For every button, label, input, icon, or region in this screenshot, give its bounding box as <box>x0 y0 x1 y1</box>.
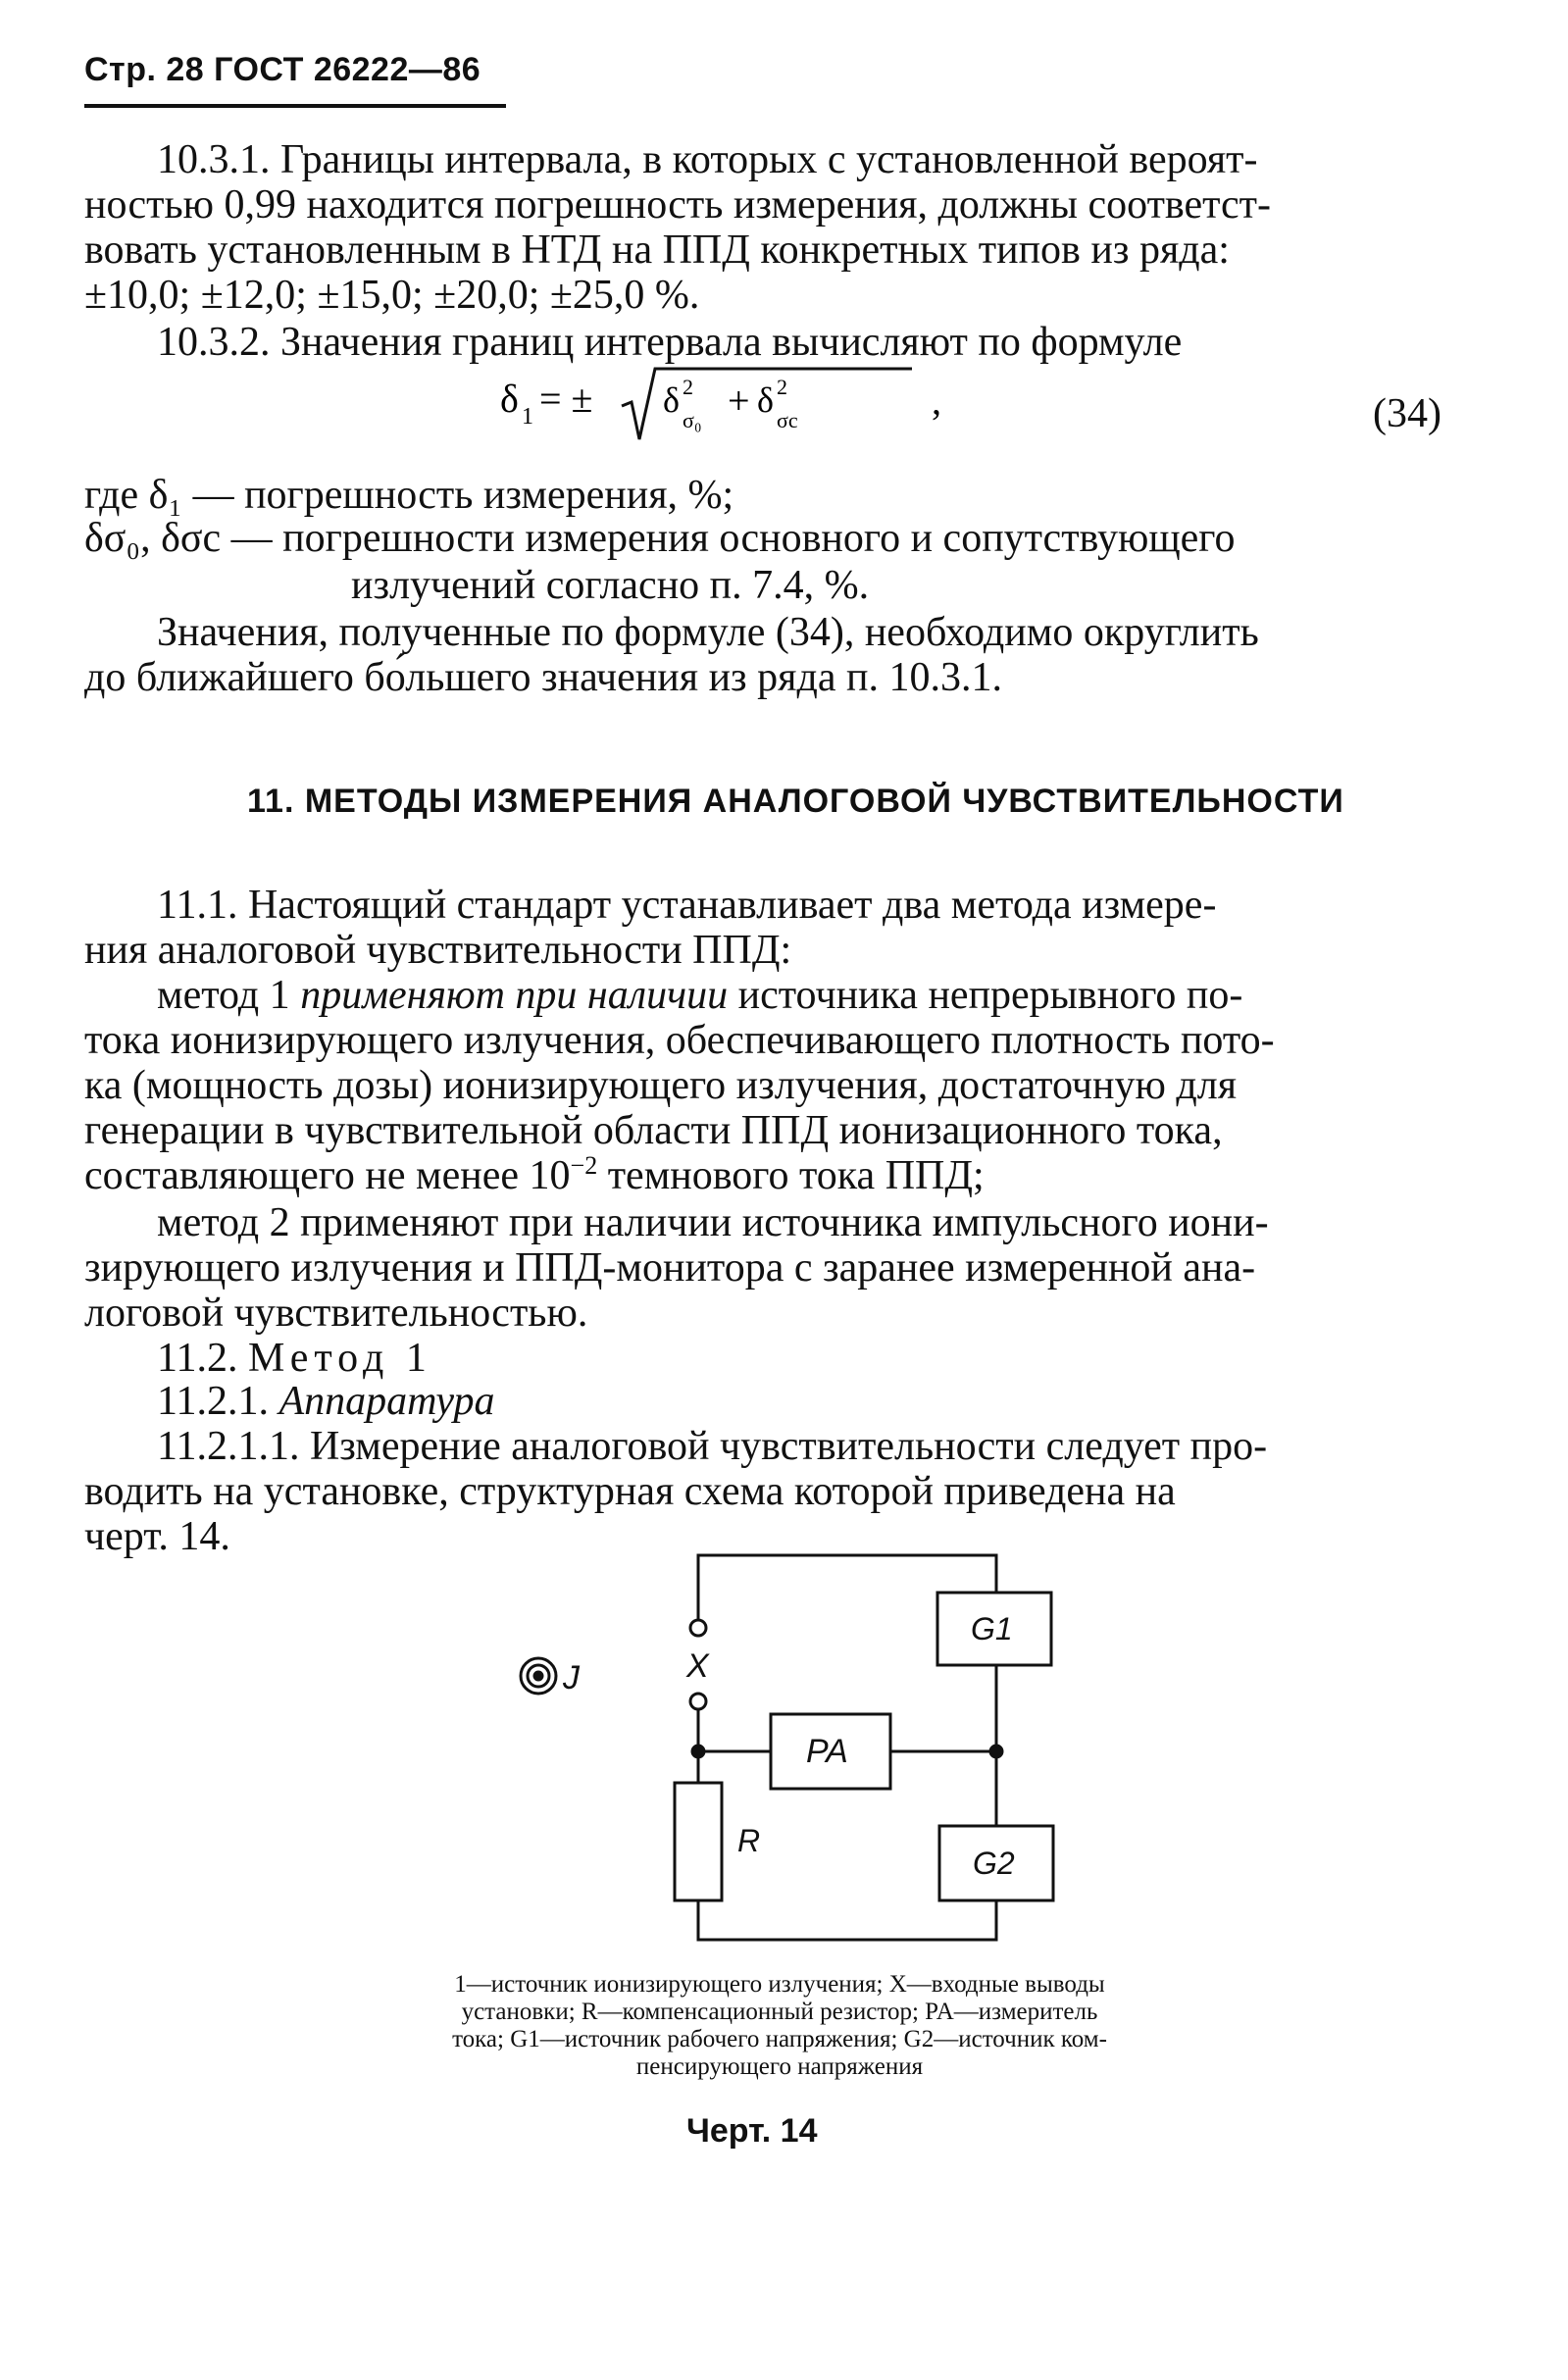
method-1-line-4: генерации в чувствительной области ППД ионизационного тока, <box>84 1108 1223 1153</box>
para-10-3-1-line-1: 10.3.1. Границы интервала, в которых с установленной вероят- <box>157 137 1258 182</box>
para-10-3-1-line-2: ностью 0,99 находится погрешность измерения, должны соответст- <box>84 182 1272 228</box>
radiation-source-symbol <box>521 1658 556 1694</box>
caption-line-4: пенсирующего напряжения <box>635 2053 924 2080</box>
where-line-3: излучений согласно п. 7.4, %. <box>351 563 870 608</box>
method-1-last-after: темнового тока ППД; <box>597 1153 985 1198</box>
para-10-3-1-line-4: ±10,0; ±12,0; ±15,0; ±20,0; ±25,0 %. <box>84 273 700 318</box>
method-1-last-before: составляющего не менее 10 <box>84 1153 571 1198</box>
method-1-lead: метод 1 <box>157 973 301 1018</box>
formula-term-1-sub: σ₀ <box>683 408 702 432</box>
para-11-2-1-1-line-1: 11.2.1.1. Измерение аналоговой чувствительности следует про- <box>157 1424 1268 1469</box>
formula-term-2-sup: 2 <box>777 375 787 399</box>
bottom-wire <box>698 1900 996 1940</box>
formula-lhs-sub: 1 <box>522 404 533 430</box>
formula-comma: , <box>932 379 941 423</box>
para-11-2-1-1-line-2: водить на установке, структурная схема которой приведена на <box>84 1469 1176 1514</box>
where-line-2: δσ₀, δσc — погрешности измерения основного и сопутствующего <box>84 516 1236 561</box>
top-wire <box>698 1555 996 1621</box>
para-11-2-1-1-line-3: черт. 14. <box>84 1514 230 1559</box>
formula-term-2-sub: σc <box>777 408 798 432</box>
formula-term-2: δ <box>757 380 774 420</box>
formula-op: = ± <box>539 377 593 421</box>
subsection-11-2-1-title: Аппаратура <box>278 1379 495 1424</box>
para-10-3-1-line-3: вовать установленным в НТД на ППД конкретных типов из ряда: <box>84 228 1230 273</box>
subsection-11-2-title: Метод 1 <box>247 1336 432 1381</box>
caption-line-3: тока; G1—источник рабочего напряжения; G2—источник ком- <box>452 2026 1107 2052</box>
rounding-line-1: Значения, полученные по формуле (34), необходимо округлить <box>157 610 1259 655</box>
subsection-11-2-number: 11.2. <box>157 1336 248 1381</box>
para-10-3-2: 10.3.2. Значения границ интервала вычисляют по формуле <box>157 320 1183 365</box>
g2-label: G2 <box>973 1846 1015 1881</box>
method-1-italic: применяют при наличии <box>300 973 729 1018</box>
method-2-line-1: метод 2 применяют при наличии источника импульсного иони- <box>157 1200 1269 1245</box>
input-label: X <box>686 1647 709 1685</box>
method-1-exponent: −2 <box>570 1151 598 1180</box>
formula-lhs: δ <box>500 377 519 421</box>
method-1-rest: источника непрерывного по- <box>728 973 1243 1018</box>
method-1-line-2: тока ионизирующего излучения, обеспечивающего плотность пото- <box>84 1018 1275 1063</box>
subsection-11-2-1-number: 11.2.1. <box>157 1379 279 1424</box>
input-terminal-bottom <box>690 1694 706 1709</box>
formula-term-1-sup: 2 <box>683 375 693 399</box>
input-terminal-top <box>690 1620 706 1636</box>
method-2-line-2: зирующего излучения и ППД-монитора с заранее измеренной ана- <box>84 1245 1256 1291</box>
meter-label: PA <box>806 1733 848 1770</box>
page-header: Стр. 28 ГОСТ 26222—86 <box>84 51 481 88</box>
resistor-box <box>675 1783 722 1900</box>
formula-plus: + <box>728 379 750 423</box>
para-11-1-line-1: 11.1. Настоящий стандарт устанавливает два метода измере- <box>157 883 1217 928</box>
figure-title: Черт. 14 <box>686 2112 818 2150</box>
caption-line-1: 1—источник ионизирующего излучения; X—входные выводы <box>454 1971 1105 1998</box>
formula-term-1: δ <box>663 380 680 420</box>
section-title: 11. МЕТОДЫ ИЗМЕРЕНИЯ АНАЛОГОВОЙ ЧУВСТВИТЕЛЬНОСТИ <box>247 783 1344 820</box>
where-line-1: где δ₁ — погрешность измерения, %; <box>84 473 734 518</box>
para-11-1-line-2: ния аналоговой чувствительности ППД: <box>84 928 792 973</box>
method-1-line-3: ка (мощность дозы) ионизирующего излучения, достаточную для <box>84 1063 1238 1108</box>
source-label: J <box>563 1659 580 1696</box>
method-2-line-3: логовой чувствительностью. <box>84 1291 588 1336</box>
equation-number: (34) <box>1373 391 1442 436</box>
caption-line-2: установки; R—компенсационный резистор; PA—измеритель <box>461 1999 1098 2025</box>
g1-label: G1 <box>971 1611 1013 1646</box>
resistor-label: R <box>737 1823 761 1858</box>
rounding-line-2: до ближайшего бо́льшего значения из ряда п. 10.3.1. <box>84 655 1002 700</box>
